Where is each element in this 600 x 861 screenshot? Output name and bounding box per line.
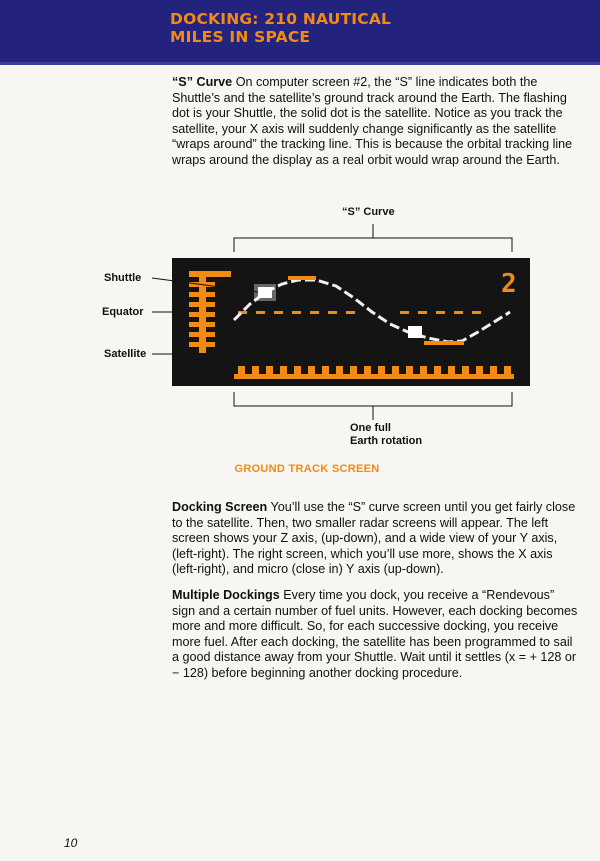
longitude-tick (504, 366, 511, 375)
equator-dash (454, 311, 463, 314)
docking-screen-paragraph (172, 500, 580, 578)
equator-dash (328, 311, 337, 314)
equator-dash (436, 311, 445, 314)
longitude-tick (238, 366, 245, 375)
longitude-tick (406, 366, 413, 375)
multiple-dockings-heading: Multiple Dockings (172, 588, 280, 602)
longitude-tick (434, 366, 441, 375)
longitude-tick (490, 366, 497, 375)
equator-dash (400, 311, 409, 314)
equator-dash (472, 311, 481, 314)
page-header (0, 0, 600, 65)
ladder-rung (189, 342, 215, 347)
longitude-tick (392, 366, 399, 375)
ground-track-figure (0, 200, 600, 460)
longitude-tick (294, 366, 301, 375)
longitude-tick (364, 366, 371, 375)
longitude-tick (476, 366, 483, 375)
docking-screen-text: You’ll use the “S” curve screen until you get fairly close to the satellite. Then, two smaller radar screens will appear. The left screen shows your Z axis, (up-down), and a wide view of your Y axis, (left-right). The right screen, which you’ll use more, shows the X axis (left-right), and micro (close in) Y axis (up-down). (172, 500, 576, 577)
satellite-label: Satellite (104, 348, 147, 360)
track-segment-top (288, 276, 316, 280)
top-bracket (234, 238, 512, 252)
equator-label: Equator (102, 306, 144, 318)
longitude-tick (336, 366, 343, 375)
title-line-1: DOCKING: 210 NAUTICAL (170, 10, 392, 28)
ground-track-diagram (0, 200, 600, 460)
longitude-tick (420, 366, 427, 375)
longitude-tick (280, 366, 287, 375)
bottom-bracket (234, 392, 512, 406)
longitude-tick (308, 366, 315, 375)
equator-dash (256, 311, 265, 314)
s-curve-paragraph (172, 75, 580, 169)
shuttle-glow (254, 284, 276, 301)
equator-dash (310, 311, 319, 314)
page-title (170, 10, 500, 46)
equator-dash (346, 311, 355, 314)
longitude-tick (378, 366, 385, 375)
earth-rotation-line-1: One full (350, 422, 391, 434)
longitude-tick (252, 366, 259, 375)
multiple-dockings-paragraph (172, 588, 580, 682)
longitude-tick (462, 366, 469, 375)
longitude-bar-base (234, 374, 514, 379)
equator-dash (292, 311, 301, 314)
s-curve-label: “S” Curve (342, 206, 395, 218)
multiple-dockings-text: Every time you dock, you receive a “Rendevous” sign and a certain number of fuel units. However, each docking becomes more and more difficult. So, for each successive docking, you receive more fuel. After each docking, the satellite has been programmed to sail a good distance away from your Shuttle. Wait until it settles (x = + 128 or − 128) before beginning another docking procedure. (172, 588, 578, 680)
ladder-rung (189, 271, 231, 277)
longitude-tick (266, 366, 273, 375)
s-curve-heading: “S” Curve (172, 75, 233, 89)
earth-rotation-line-2: Earth rotation (350, 435, 423, 447)
title-line-2: MILES IN SPACE (170, 28, 311, 46)
longitude-tick (350, 366, 357, 375)
ladder-rung (189, 292, 215, 297)
track-segment-bottom (424, 341, 464, 345)
screen-number: 2 (501, 269, 517, 299)
figure-caption: GROUND TRACK SCREEN (234, 463, 380, 475)
page-number: 10 (64, 836, 78, 850)
equator-dash (418, 311, 427, 314)
longitude-tick (448, 366, 455, 375)
ladder-rung (189, 312, 215, 317)
earth-rotation-label (350, 422, 422, 448)
docking-screen-heading: Docking Screen (172, 500, 268, 514)
s-curve-text: On computer screen #2, the “S” line indicates both the Shuttle’s and the satellite’s ground track around the Earth. The flashing dot is your Shuttle, the solid dot is the satellite. Notice as you track the satellite, your X axis will suddenly change significantly as the satellite “wraps around” the tracking line. This is because the orbital tracking line wraps around the display as a real orbit would wrap around the Earth. (172, 75, 573, 167)
ladder-rung (189, 322, 215, 327)
shuttle-label: Shuttle (104, 272, 142, 284)
ladder-rung (189, 332, 215, 337)
longitude-tick (322, 366, 329, 375)
satellite-dot (408, 326, 422, 338)
ladder-rung (189, 302, 215, 307)
equator-dash (274, 311, 283, 314)
